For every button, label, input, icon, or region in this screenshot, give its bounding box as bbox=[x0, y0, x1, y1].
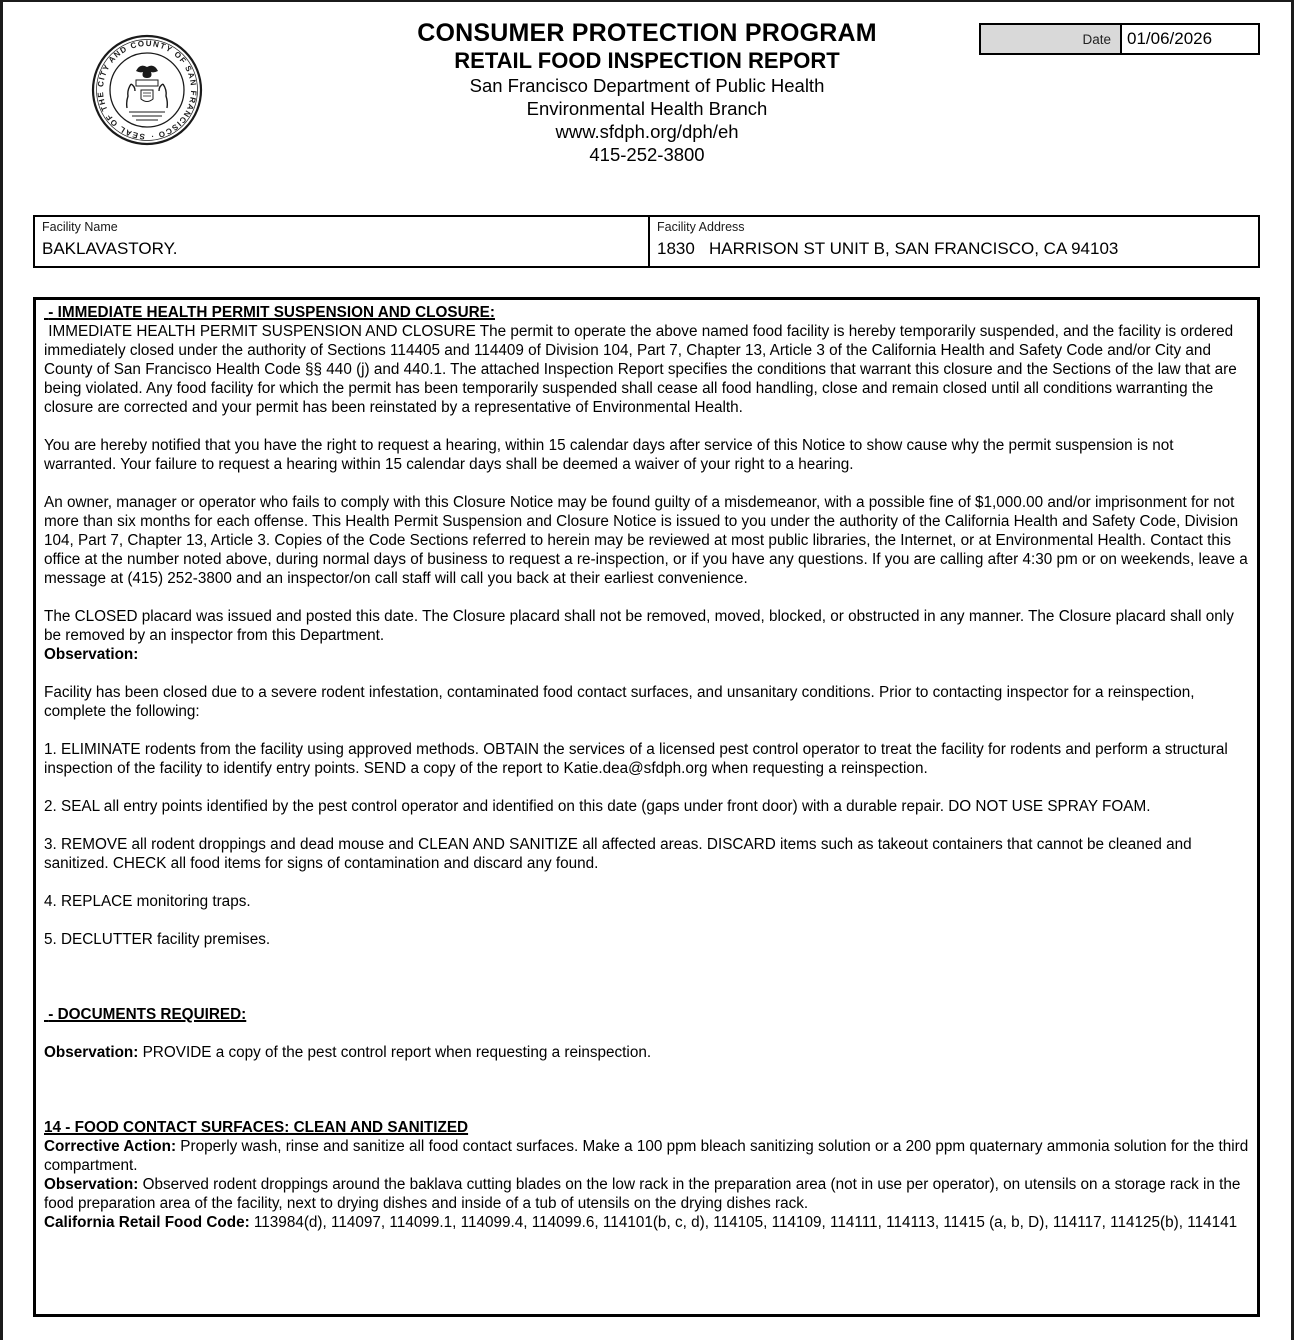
closure-item-3: 3. REMOVE all rodent droppings and dead mouse and CLEAN AND SANITIZE all affected areas. DISCARD items such as takeout containers that cannot be cleaned and sanitized. CHECK all food items for signs of contamination and discard any found. bbox=[44, 836, 1196, 872]
seal-ring-text: SEAL OF THE CITY AND COUNTY OF SAN FRANCISCO · bbox=[95, 38, 199, 142]
facility-name-cell bbox=[35, 217, 650, 266]
date-value: 01/06/2026 bbox=[1127, 29, 1213, 48]
corrective-action-label: Corrective Action: bbox=[44, 1138, 177, 1155]
facility-address-value: 1830 HARRISON ST UNIT B, SAN FRANCISCO, CA 94103 bbox=[657, 239, 1119, 258]
closure-paragraph-1: IMMEDIATE HEALTH PERMIT SUSPENSION AND CLOSURE The permit to operate the above named food facility is hereby temporarily suspended, and the facility is ordered immediately closed under the authority of Sections 114405 and 114409 of Division 104, Part 7, Chapter 13, Article 3 of the California Health and Safety Code and/or City and County of San Francisco Health Code §§ 440 (j) and 440.1. The attached Inspection Report specifies the conditions that warrant this closure and the Sections of the law that are being violated. Any food facility for which the permit has been temporarily suspended shall cease all food handling, close and remain closed until all conditions warranting the closure are corrected and your permit has been reinstated by a representative of Environmental Health. bbox=[44, 323, 1241, 416]
department-name: San Francisco Department of Public Health bbox=[469, 75, 825, 96]
violation-food-code bbox=[44, 1213, 1249, 1232]
closure-item-2: 2. SEAL all entry points identified by the pest control operator and identified on this date (gaps under front door) with a durable repair. DO NOT USE SPRAY FOAM. bbox=[44, 798, 1151, 815]
violation-section-heading: 14 - FOOD CONTACT SURFACES: CLEAN AND SANITIZED bbox=[44, 1119, 469, 1136]
documents-observation-label: Observation: bbox=[44, 1044, 139, 1061]
branch-name: Environmental Health Branch bbox=[526, 98, 768, 119]
documents-observation bbox=[44, 1043, 1249, 1062]
violation-observation-label: Observation: bbox=[44, 1176, 139, 1193]
date-label: Date bbox=[981, 25, 1122, 53]
food-code-label: California Retail Food Code: bbox=[44, 1214, 250, 1231]
phone-number: 415-252-3800 bbox=[589, 144, 705, 165]
facility-info-table bbox=[33, 215, 1260, 268]
program-title: CONSUMER PROTECTION PROGRAM bbox=[417, 19, 877, 47]
closure-observation-label: Observation: bbox=[44, 646, 139, 663]
violation-corrective-action bbox=[44, 1137, 1253, 1175]
violation-observation-text: Observed rodent droppings around the baklava cutting blades on the low rack in the preparation area (not in use per operator), on utensils on a storage rack in the food preparation area of the facility, next to drying dishes and inside of a tub of utensils on the drying dishes rack. bbox=[44, 1176, 1245, 1212]
closure-paragraph-5: Facility has been closed due to a severe rodent infestation, contaminated food contact surfaces, and unsanitary conditions. Prior to contacting inspector for a reinspection, complete the following: bbox=[44, 684, 1199, 720]
facility-address-cell bbox=[650, 217, 1258, 266]
website-text: www.sfdph.org/dph/eh bbox=[555, 121, 739, 142]
corrective-action-text: Properly wash, rinse and sanitize all food contact surfaces. Make a 100 ppm bleach sanitizing solution or a 200 ppm quaternary ammonia solution for the third compartment. bbox=[44, 1138, 1253, 1174]
closure-item-5: 5. DECLUTTER facility premises. bbox=[44, 931, 271, 948]
closure-section-heading: - IMMEDIATE HEALTH PERMIT SUSPENSION AND CLOSURE: bbox=[44, 304, 495, 321]
closure-item-4: 4. REPLACE monitoring traps. bbox=[44, 893, 251, 910]
food-code-text: 113984(d), 114097, 114099.1, 114099.4, 114099.6, 114101(b, c, d), 114105, 114109, 114111, 114113, 11415 (a, b, D), 114117, 114125(b), 114141 bbox=[253, 1214, 1238, 1231]
documents-section-heading: - DOCUMENTS REQUIRED: bbox=[44, 1006, 247, 1023]
date-field bbox=[979, 23, 1260, 55]
report-title: RETAIL FOOD INSPECTION REPORT bbox=[454, 48, 840, 73]
facility-name-value: BAKLAVASTORY. bbox=[42, 239, 178, 258]
closure-item-1: 1. ELIMINATE rodents from the facility using approved methods. OBTAIN the services of a licensed pest control operator to treat the facility for rodents and perform a structural inspection of the facility to identify entry points. SEND a copy of the report to Katie.dea@sfdph.org when requesting a reinspection. bbox=[44, 741, 1233, 777]
facility-address-label: Facility Address bbox=[657, 220, 745, 234]
closure-paragraph-4: The CLOSED placard was issued and posted this date. The Closure placard shall not be removed, moved, blocked, or obstructed in any manner. The Closure placard shall only be removed by an inspector from this Department. bbox=[44, 608, 1239, 644]
violation-observation bbox=[44, 1175, 1249, 1213]
report-body bbox=[33, 297, 1260, 1317]
facility-name-label: Facility Name bbox=[42, 220, 118, 234]
documents-observation-text: PROVIDE a copy of the pest control report when requesting a reinspection. bbox=[142, 1044, 652, 1061]
closure-paragraph-3: An owner, manager or operator who fails to comply with this Closure Notice may be found guilty of a misdemeanor, with a possible fine of $1,000.00 and/or imprisonment for not more than six months for each offense. This Health Permit Suspension and Closure Notice is issued to you under the authority of the California Health and Safety Code, Division 104, Part 7, Chapter 13, Article 3. Copies of the Code Sections referred to herein may be reviewed at most public libraries, the Internet, or at Environmental Health. Contact this office at the number noted above, during normal days of business to request a re-inspection, or if you have any questions. If you are calling after 4:30 pm or on weekends, leave a message at (415) 252-3800 and an inspector/on call staff will call you back at their earliest convenience. bbox=[44, 494, 1253, 587]
closure-paragraph-2: You are hereby notified that you have the right to request a hearing, within 15 calendar days after service of this Notice to show cause why the permit suspension is not warranted. Your failure to request a hearing within 15 calendar days shall be deemed a waiver of your right to a hearing. bbox=[44, 437, 1178, 473]
